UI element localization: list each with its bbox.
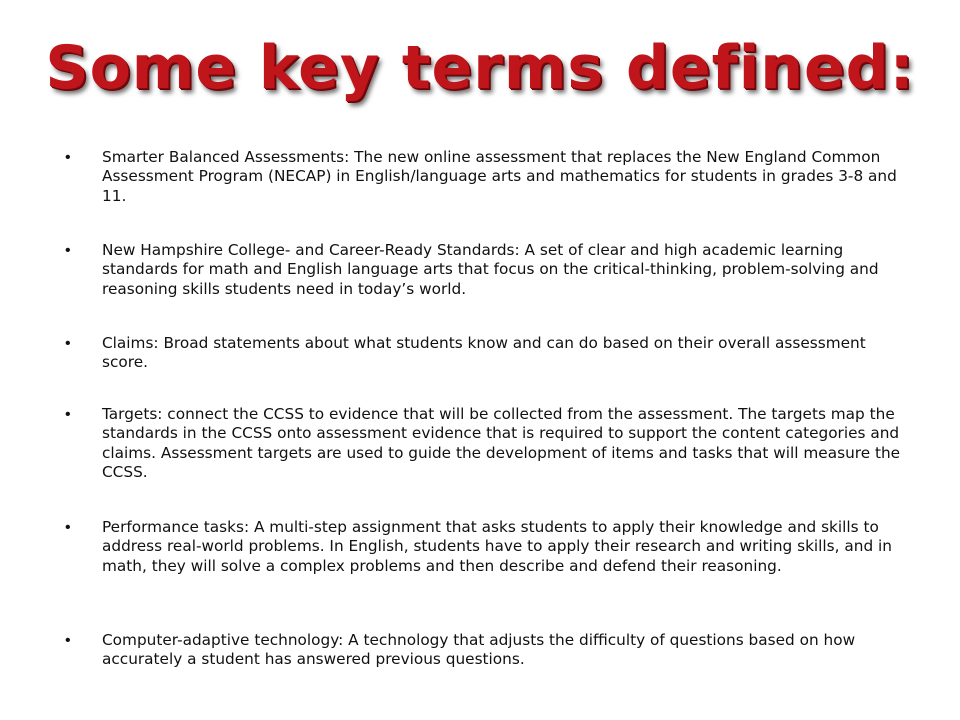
bullet-icon: • (65, 632, 71, 649)
bullet-text: Performance tasks: A multi-step assignment that asks students to apply their knowledge and skills to address real-world problems. In English, students have to apply their research and writing skills, and in math, they will solve a complex problems and then describe and defend their reasoning. (102, 518, 892, 575)
slide-title: Some key terms defined: (45, 33, 915, 103)
bullet-icon: • (65, 335, 71, 352)
bullet-icon: • (65, 242, 71, 259)
bullet-text: Targets: connect the CCSS to evidence that will be collected from the assessment. The targets map the standards in the CCSS onto assessment evidence that is required to support the content categories and claims. Assessment targets are used to guide the development of items and tasks that will measure the CCSS. (102, 405, 901, 482)
bullet-icon: • (65, 519, 71, 536)
bullet-icon: • (65, 406, 71, 423)
bullet-text: New Hampshire College- and Career-Ready Standards: A set of clear and high academic learning standards for math and English language arts that focus on the critical-thinking, problem-solving and reasoning skills students need in today’s world. (102, 241, 879, 298)
bullet-icon: • (65, 149, 71, 166)
bullet-text: Smarter Balanced Assessments: The new online assessment that replaces the New England Common Assessment Program (NECAP) in English/language arts and mathematics for students in grades 3-8 and 11. (102, 148, 897, 205)
bullet-text: Computer-adaptive technology: A technology that adjusts the difficulty of questions based on how accurately a student has answered previous questions. (102, 631, 856, 669)
bullet-text: Claims: Broad statements about what students know and can do based on their overall assessment score. (102, 334, 866, 372)
